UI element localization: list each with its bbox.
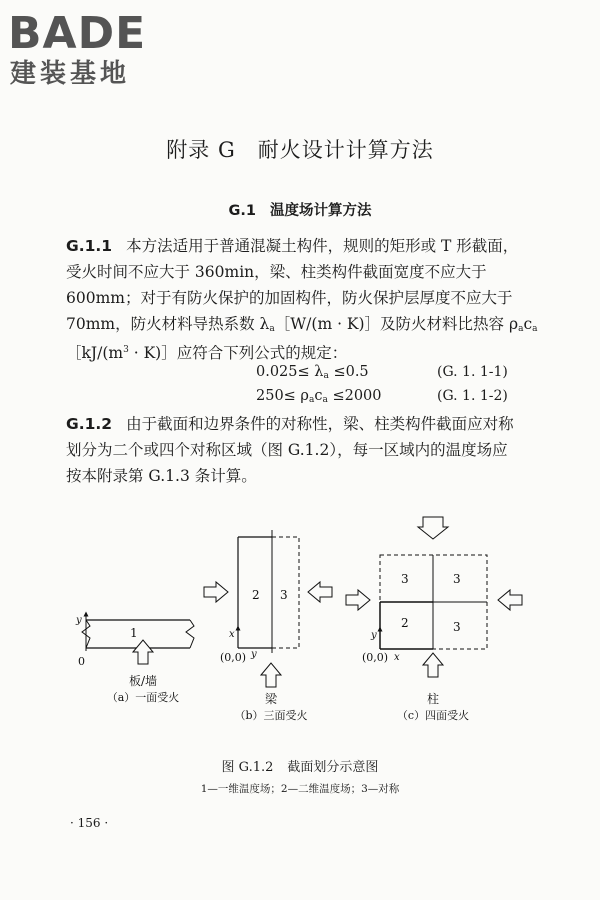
subscript-a: a xyxy=(518,324,524,334)
figure-g112 xyxy=(0,505,600,730)
g112-line-3: 按本附录第 G.1.3 条计算。 xyxy=(66,467,257,485)
formula-2-left: 250≤ ρ xyxy=(256,388,309,404)
fire-arrow-icon xyxy=(133,640,153,664)
fire-arrow-icon xyxy=(308,582,332,602)
logo-sub-text: 建装基地 xyxy=(10,59,131,88)
g111-text-4a: 70mm，防火材料导热系数 λ xyxy=(66,315,270,333)
superscript-3: 3 xyxy=(123,345,129,355)
fire-arrow-icon xyxy=(261,663,281,687)
formula-1-right: ≤0.5 xyxy=(328,364,369,380)
formula-g111-1 xyxy=(0,364,600,384)
panel-b-title: 梁 xyxy=(264,692,278,706)
clause-label-g112: G.1.2 xyxy=(66,415,113,433)
section-title: 温度场计算方法 xyxy=(270,203,372,219)
appendix-name: 耐火设计计算方法 xyxy=(257,138,434,162)
subscript-a: a xyxy=(532,324,538,334)
panel-c-subtitle: （c）四面受火 xyxy=(396,709,470,722)
axis-y-label: y xyxy=(251,649,257,660)
logo-main-text: BADE xyxy=(8,8,147,59)
g111-text-1: 本方法适用于普通混凝土构件，规则的矩形或 T 形截面， xyxy=(126,237,519,255)
origin-label: (0,0) xyxy=(362,651,389,664)
panel-c-title: 柱 xyxy=(426,692,440,706)
g112-line-1 xyxy=(66,414,514,434)
axis-x-label: x xyxy=(394,652,400,663)
g111-text-4c: c xyxy=(523,315,533,333)
g111-line-1 xyxy=(66,236,518,256)
g111-line-3: 600mm；对于有防火保护的加固构件，防火保护层厚度不应大于 xyxy=(66,289,513,307)
formula-2-right: ≤2000 xyxy=(327,388,382,404)
fire-arrow-icon xyxy=(423,653,443,677)
origin-label: (0,0) xyxy=(220,651,247,664)
panel-b-beam xyxy=(204,530,332,722)
region-3-label: 3 xyxy=(453,620,461,634)
formula-2-mid: c xyxy=(314,388,323,404)
figure-caption-title: 截面划分示意图 xyxy=(287,760,379,775)
fire-arrow-icon xyxy=(498,590,522,610)
panel-a-title: 板/墙 xyxy=(128,674,158,688)
page-number: · 156 · xyxy=(70,816,109,830)
subscript-a: a xyxy=(323,371,329,381)
subscript-a: a xyxy=(308,395,315,405)
formula-2-number: (G. 1. 1-2) xyxy=(437,388,508,404)
subscript-a: a xyxy=(322,395,328,405)
formula-2-expression xyxy=(256,388,382,405)
g112-line-2: 划分为二个或四个对称区域（图 G.1.2），每一区域内的温度场应 xyxy=(66,441,508,459)
panel-c-column xyxy=(346,517,522,722)
panel-b-subtitle: （b）三面受火 xyxy=(234,709,308,722)
panel-a-subtitle: （a）一面受火 xyxy=(106,691,180,704)
break-line-right xyxy=(186,620,194,648)
region-2-label: 2 xyxy=(252,588,260,602)
section-heading xyxy=(0,199,600,220)
g112-text-1: 由于截面和边界条件的对称性，梁、柱类构件截面应对称 xyxy=(126,415,514,433)
figure-caption xyxy=(0,756,600,775)
panel-a-slab xyxy=(75,614,194,704)
formula-1-expression xyxy=(256,364,369,381)
slab-region-label: 1 xyxy=(130,626,138,640)
formula-1-left: 0.025≤ λ xyxy=(256,364,324,380)
appendix-label: 附录 G xyxy=(166,138,236,162)
bade-logo xyxy=(8,6,183,88)
fire-arrow-icon xyxy=(346,590,370,610)
g111-text-5b: · K)］应符合下列公式的规定： xyxy=(128,344,348,362)
g111-line-5 xyxy=(66,340,347,363)
fire-arrow-icon xyxy=(204,582,228,602)
fire-arrow-icon xyxy=(418,517,448,539)
appendix-title xyxy=(0,134,600,164)
figure-legend: 1—一维温度场；2—二维温度场；3—对称 xyxy=(200,783,400,795)
g111-line-2: 受火时间不应大于 360min，梁、柱类构件截面宽度不应大于 xyxy=(66,263,487,281)
axis-y-label: y xyxy=(371,630,377,641)
clause-label-g111: G.1.1 xyxy=(66,237,113,255)
g111-text-5a: ［kJ/(m xyxy=(66,344,124,362)
region-2-label: 2 xyxy=(401,616,409,630)
section-number: G.1 xyxy=(228,203,256,219)
subscript-a: a xyxy=(269,324,275,334)
region-3-label: 3 xyxy=(401,572,409,586)
axis-y-label: y xyxy=(76,615,82,626)
axis-x-label: x xyxy=(229,629,235,640)
region-3-label: 3 xyxy=(453,572,461,586)
formula-g111-2 xyxy=(0,388,600,408)
origin-label: 0 xyxy=(78,655,85,668)
region-3-label: 3 xyxy=(280,588,288,602)
g111-line-4 xyxy=(66,314,538,339)
formula-1-number: (G. 1. 1-1) xyxy=(437,364,508,380)
g111-text-4b: ［W/(m · K)］及防火材料比热容 ρ xyxy=(274,315,519,333)
figure-caption-label: 图 G.1.2 xyxy=(221,760,274,775)
